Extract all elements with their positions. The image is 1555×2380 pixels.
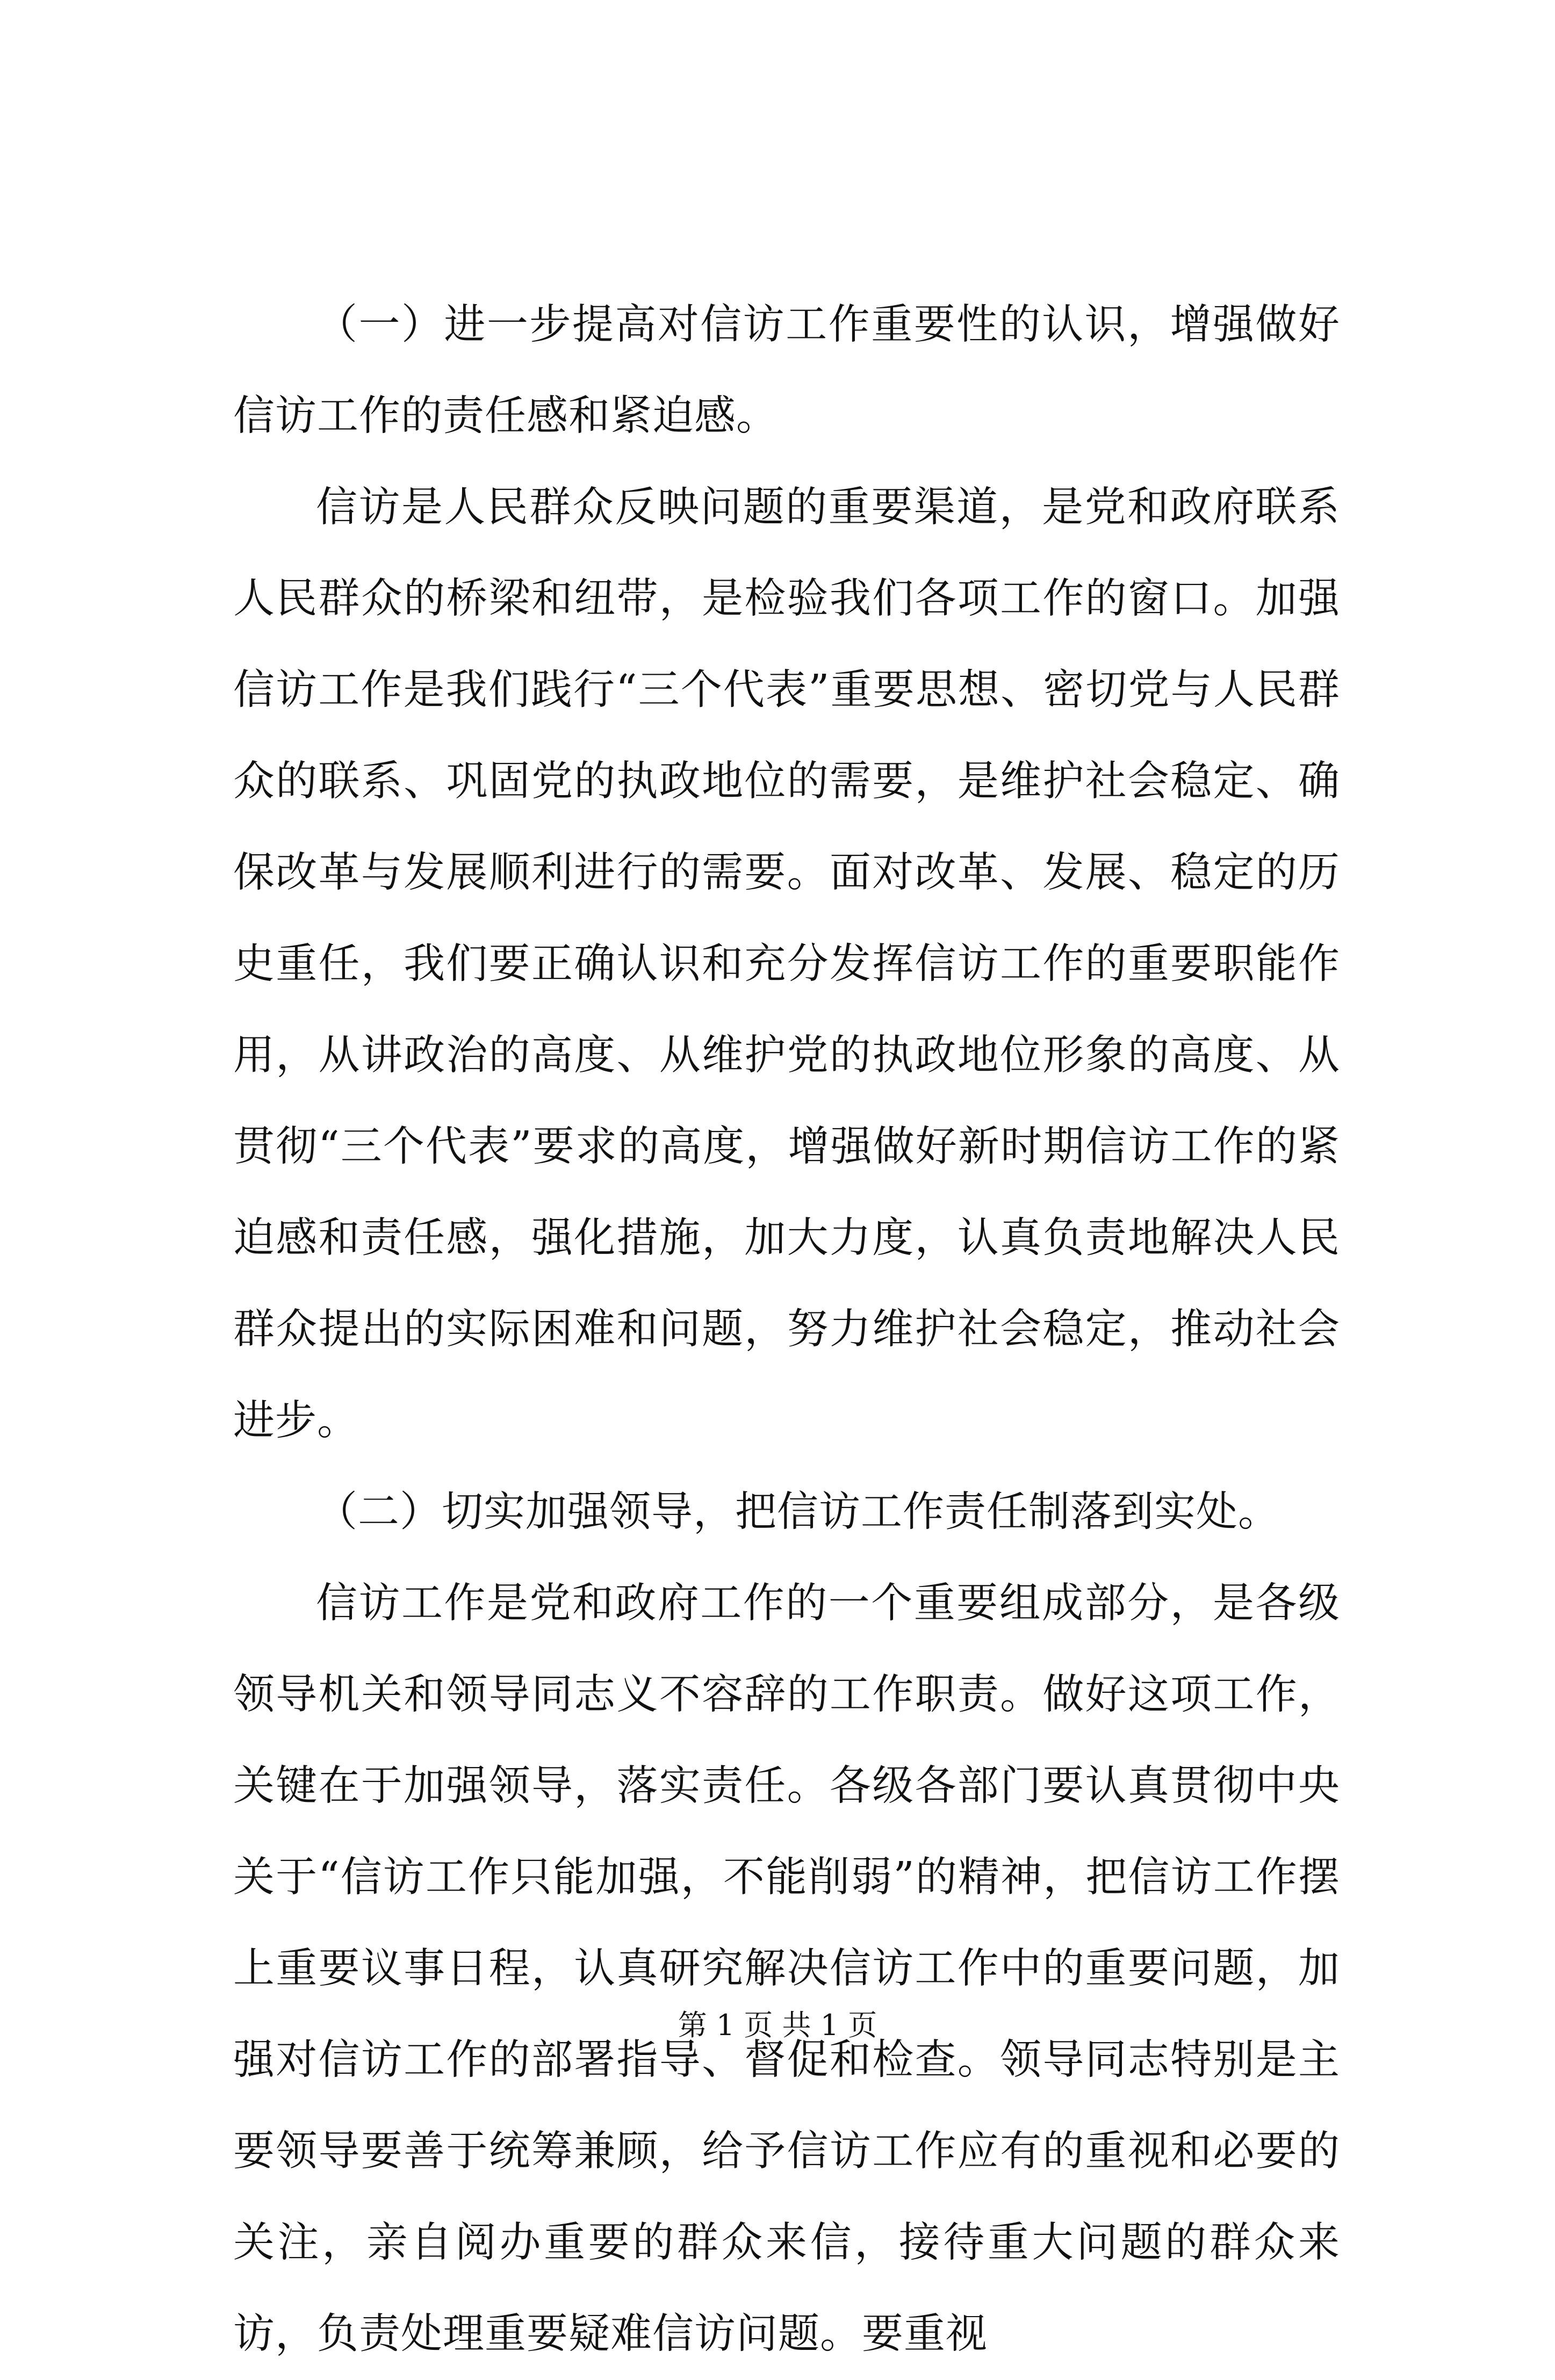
section-heading-1: （一）进一步提高对信访工作重要性的认识，增强做好信访工作的责任感和紧迫感。 (233, 301, 1340, 440)
body-paragraph-2: 信访工作是党和政府工作的一个重要组成部分，是各级领导机关和领导同志义不容辞的工作职责。做好这项工作，关键在于加强领导，落实责任。各级各部门要认真贯彻中央关于“信访工作只能加强，不能削弱”的精神，把信访工作摆上重要议事日程，认真研究解决信访工作中的重要问题，加强对信访工作的部署指导、督促和检查。领导同志特别是主要领导要善于统筹兼顾，给予信访工作应有的重视和必要的关注，亲自阅办重要的群众来信，接待重大问题的群众来访，负责处理重要疑难信访问题。要重视 (233, 1580, 1340, 2358)
document-body (233, 279, 1340, 2380)
body-paragraph-1: 信访是人民群众反映问题的重要渠道，是党和政府联系人民群众的桥梁和纽带，是检验我们各项工作的窗口。加强信访工作是我们践行“三个代表”重要思想、密切党与人民群众的联系、巩固党的执政地位的需要，是维护社会稳定、确保改革与发展顺利进行的需要。面对改革、发展、稳定的历史重任，我们要正确认识和充分发挥信访工作的重要职能作用，从讲政治的高度、从维护党的执政地位形象的高度、从贯彻“三个代表”要求的高度，增强做好新时期信访工作的紧迫感和责任感，强化措施，加大力度，认真负责地解决人民群众提出的实际困难和问题，努力维护社会稳定，推动社会进步。 (233, 484, 1340, 1445)
section-heading-2: （二）切实加强领导，把信访工作责任制落到实处。 (316, 1488, 1280, 1536)
page-footer: 第 1 页 共 1 页 (678, 2008, 877, 2042)
